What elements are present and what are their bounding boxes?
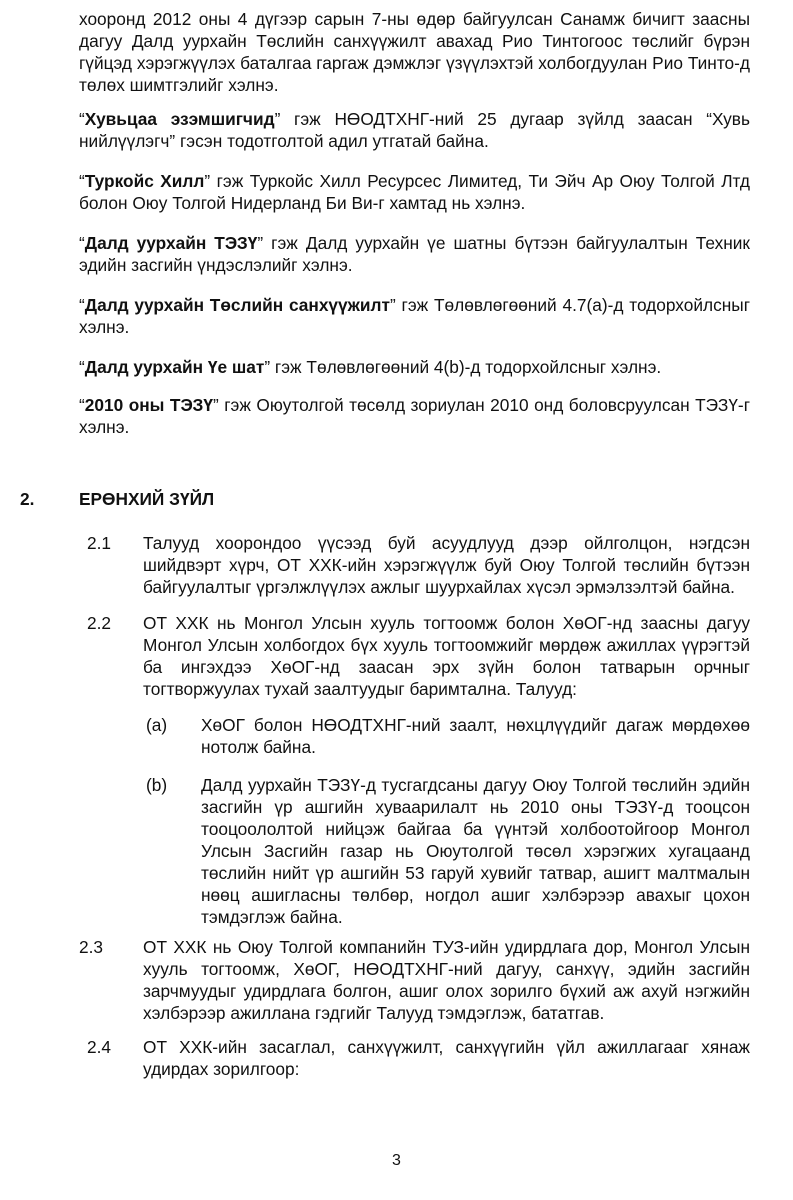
definition-text: гэж Төлөвлөгөөний 4(b)-д тодорхойлсныг хэлнэ. xyxy=(270,357,662,377)
definition-term: Далд уурхайн ТЭЗҮ xyxy=(84,233,258,253)
clause-text: ОТ ХХК нь Монгол Улсын хууль тогтоомж болон ХөОГ-нд заасны дагуу Монгол Улсын холбогдох бүх хууль тогтоомжийг мөрдөж ажиллах үүрэгтэй ба ингэхдээ ХөОГ-нд заасан эрх зүйн болон татварын орчныг тогтворжуулах тухай заалтуудыг баримтална. Талууд: xyxy=(143,613,750,699)
clause-text: ОТ ХХК нь Оюу Толгой компанийн ТУЗ-ийн удирдлага дор, Монгол Улсын хууль тогтоомж, ХөОГ, НӨОДТХНГ-ний дагуу, санхүү, эдийн засгийн зарчмуудыг удирдлага болгон, ашиг олох зорилго бүхий аж ахуй нэгжийн хэлбэрээр ажиллана гэдгийг Талууд тэмдэглэж, бататгав. xyxy=(143,937,750,1023)
definition-term: 2010 оны ТЭЗҮ xyxy=(84,395,213,415)
clause-number: 2.1 xyxy=(87,533,112,553)
clause-text: ОТ ХХК-ийн засаглал, санхүүжилт, санхүүгийн үйл ажиллагааг хянаж удирдах зорилгоор: xyxy=(143,1037,750,1079)
definition-2010-feasibility: “2010 оны ТЭЗҮ” гэж Оюутолгой төсөлд зориулан 2010 онд боловсруулсан ТЭЗҮ-г хэлнэ. xyxy=(79,395,750,437)
clause-number: 2.2 xyxy=(87,613,112,633)
subclause-text: ХөОГ болон НӨОДТХНГ-ний заалт, нөхцлүүдийг дагаж мөрдөхөө нотолж байна. xyxy=(201,715,750,757)
clause-number: 2.3 xyxy=(79,937,104,957)
continued-definition-paragraph: хооронд 2012 оны 4 дүгээр сарын 7-ны өдөр байгуулсан Санамж бичигт заасны дагуу Далд уурхайн Төслийн санхүүжилт авахад Рио Тинтогоос төслийг бүрэн гүйцэд хэрэгжүүлэх баталгаа гаргаж дэмжлэг үзүүлэхтэй холбогдуулан Рио Тинто-д төлөх шимтгэлийг хэлнэ. xyxy=(79,9,750,95)
definition-underground-project-finance: “Далд уурхайн Төслийн санхүүжилт” гэж Төлөвлөгөөний 4.7(а)-д тодорхойлсныг хэлнэ. xyxy=(79,295,750,337)
definition-text: гэж НӨОДТХНГ-ний 25 дугаар зүйлд заасан “Хувь нийлүүлэгч” гэсэн тодотголтой адил утгатай байна. xyxy=(79,109,750,151)
definition-shareholders: “Хувьцаа эзэмшигчид” гэж НӨОДТХНГ-ний 25 дугаар зүйлд заасан “Хувь нийлүүлэгч” гэсэн тодотголтой адил утгатай байна. xyxy=(79,109,750,151)
definition-underground-phase: “Далд уурхайн Үе шат” гэж Төлөвлөгөөний 4(b)-д тодорхойлсныг хэлнэ. xyxy=(79,357,662,377)
subclause-number: (b) xyxy=(146,775,168,795)
definition-term: Туркойс Хилл xyxy=(84,171,205,191)
clause-text: Талууд хоорондоо үүсээд буй асуудлууд дээр ойлголцон, нэгдсэн шийдвэрт хүрч, ОТ ХХК-ийн хэрэгжүүлж буй Оюу Толгой төслийн бүтээн байгуулалтыг үргэлжлүүлэх ажлыг шуурхайлах хүсэл эрмэлзэлтэй байна. xyxy=(143,533,750,597)
section-title: ЕРӨНХИЙ ЗҮЙЛ xyxy=(79,489,215,509)
page-number: 3 xyxy=(392,1152,401,1169)
clause-number: 2.4 xyxy=(87,1037,112,1057)
subclause-number: (a) xyxy=(146,715,168,735)
definition-underground-feasibility: “Далд уурхайн ТЭЗҮ” гэж Далд уурхайн үе шатны бүтээн байгуулалтын Техник эдийн засгийн үндэслэлийг хэлнэ. xyxy=(79,233,750,275)
definition-turquoise-hill: “Туркойс Хилл” гэж Туркойс Хилл Ресурсес Лимитед, Ти Эйч Ар Оюу Толгой Лтд болон Оюу Толгой Нидерланд Би Ви-г хамтад нь хэлнэ. xyxy=(79,171,750,213)
definition-text: гэж Далд уурхайн үе шатны бүтээн байгуулалтын Техник эдийн засгийн үндэслэлийг хэлнэ. xyxy=(79,233,750,275)
definition-text: гэж Төлөвлөгөөний 4.7(а)-д тодорхойлсныг хэлнэ. xyxy=(79,295,750,337)
definition-term: Хувьцаа эзэмшигчид xyxy=(84,109,275,129)
subclause-text: Далд уурхайн ТЭЗҮ-д тусгагдсаны дагуу Оюу Толгой төслийн эдийн засгийн үр ашгийн хуваарилалт нь 2010 оны ТЭЗҮ-д тооцсон тооцоололтой нийцэж байгаа ба үүнтэй холбоотойгоор Монгол Улсын Засгийн газар нь Оюутолгой төсөл хэрэгжих хугацаанд төслийн нийт үр ашгийн 53 гаруй хувийг татвар, ашигт малтмалын нөөц ашигласны төлбөр, ногдол ашиг хэлбэрээр авахыг цохон тэмдэглэж байна. xyxy=(201,775,750,927)
definition-term: Далд уурхайн Үе шат xyxy=(84,357,265,377)
definition-text: гэж Оюутолгой төсөлд зориулан 2010 онд боловсруулсан ТЭЗҮ-г хэлнэ. xyxy=(79,395,750,437)
section-number: 2. xyxy=(20,489,35,509)
definition-term: Далд уурхайн Төслийн санхүүжилт xyxy=(84,295,390,315)
definition-text: гэж Туркойс Хилл Ресурсес Лимитед, Ти Эйч Ар Оюу Толгой Лтд болон Оюу Толгой Нидерланд Би Ви-г хамтад нь хэлнэ. xyxy=(79,171,750,213)
